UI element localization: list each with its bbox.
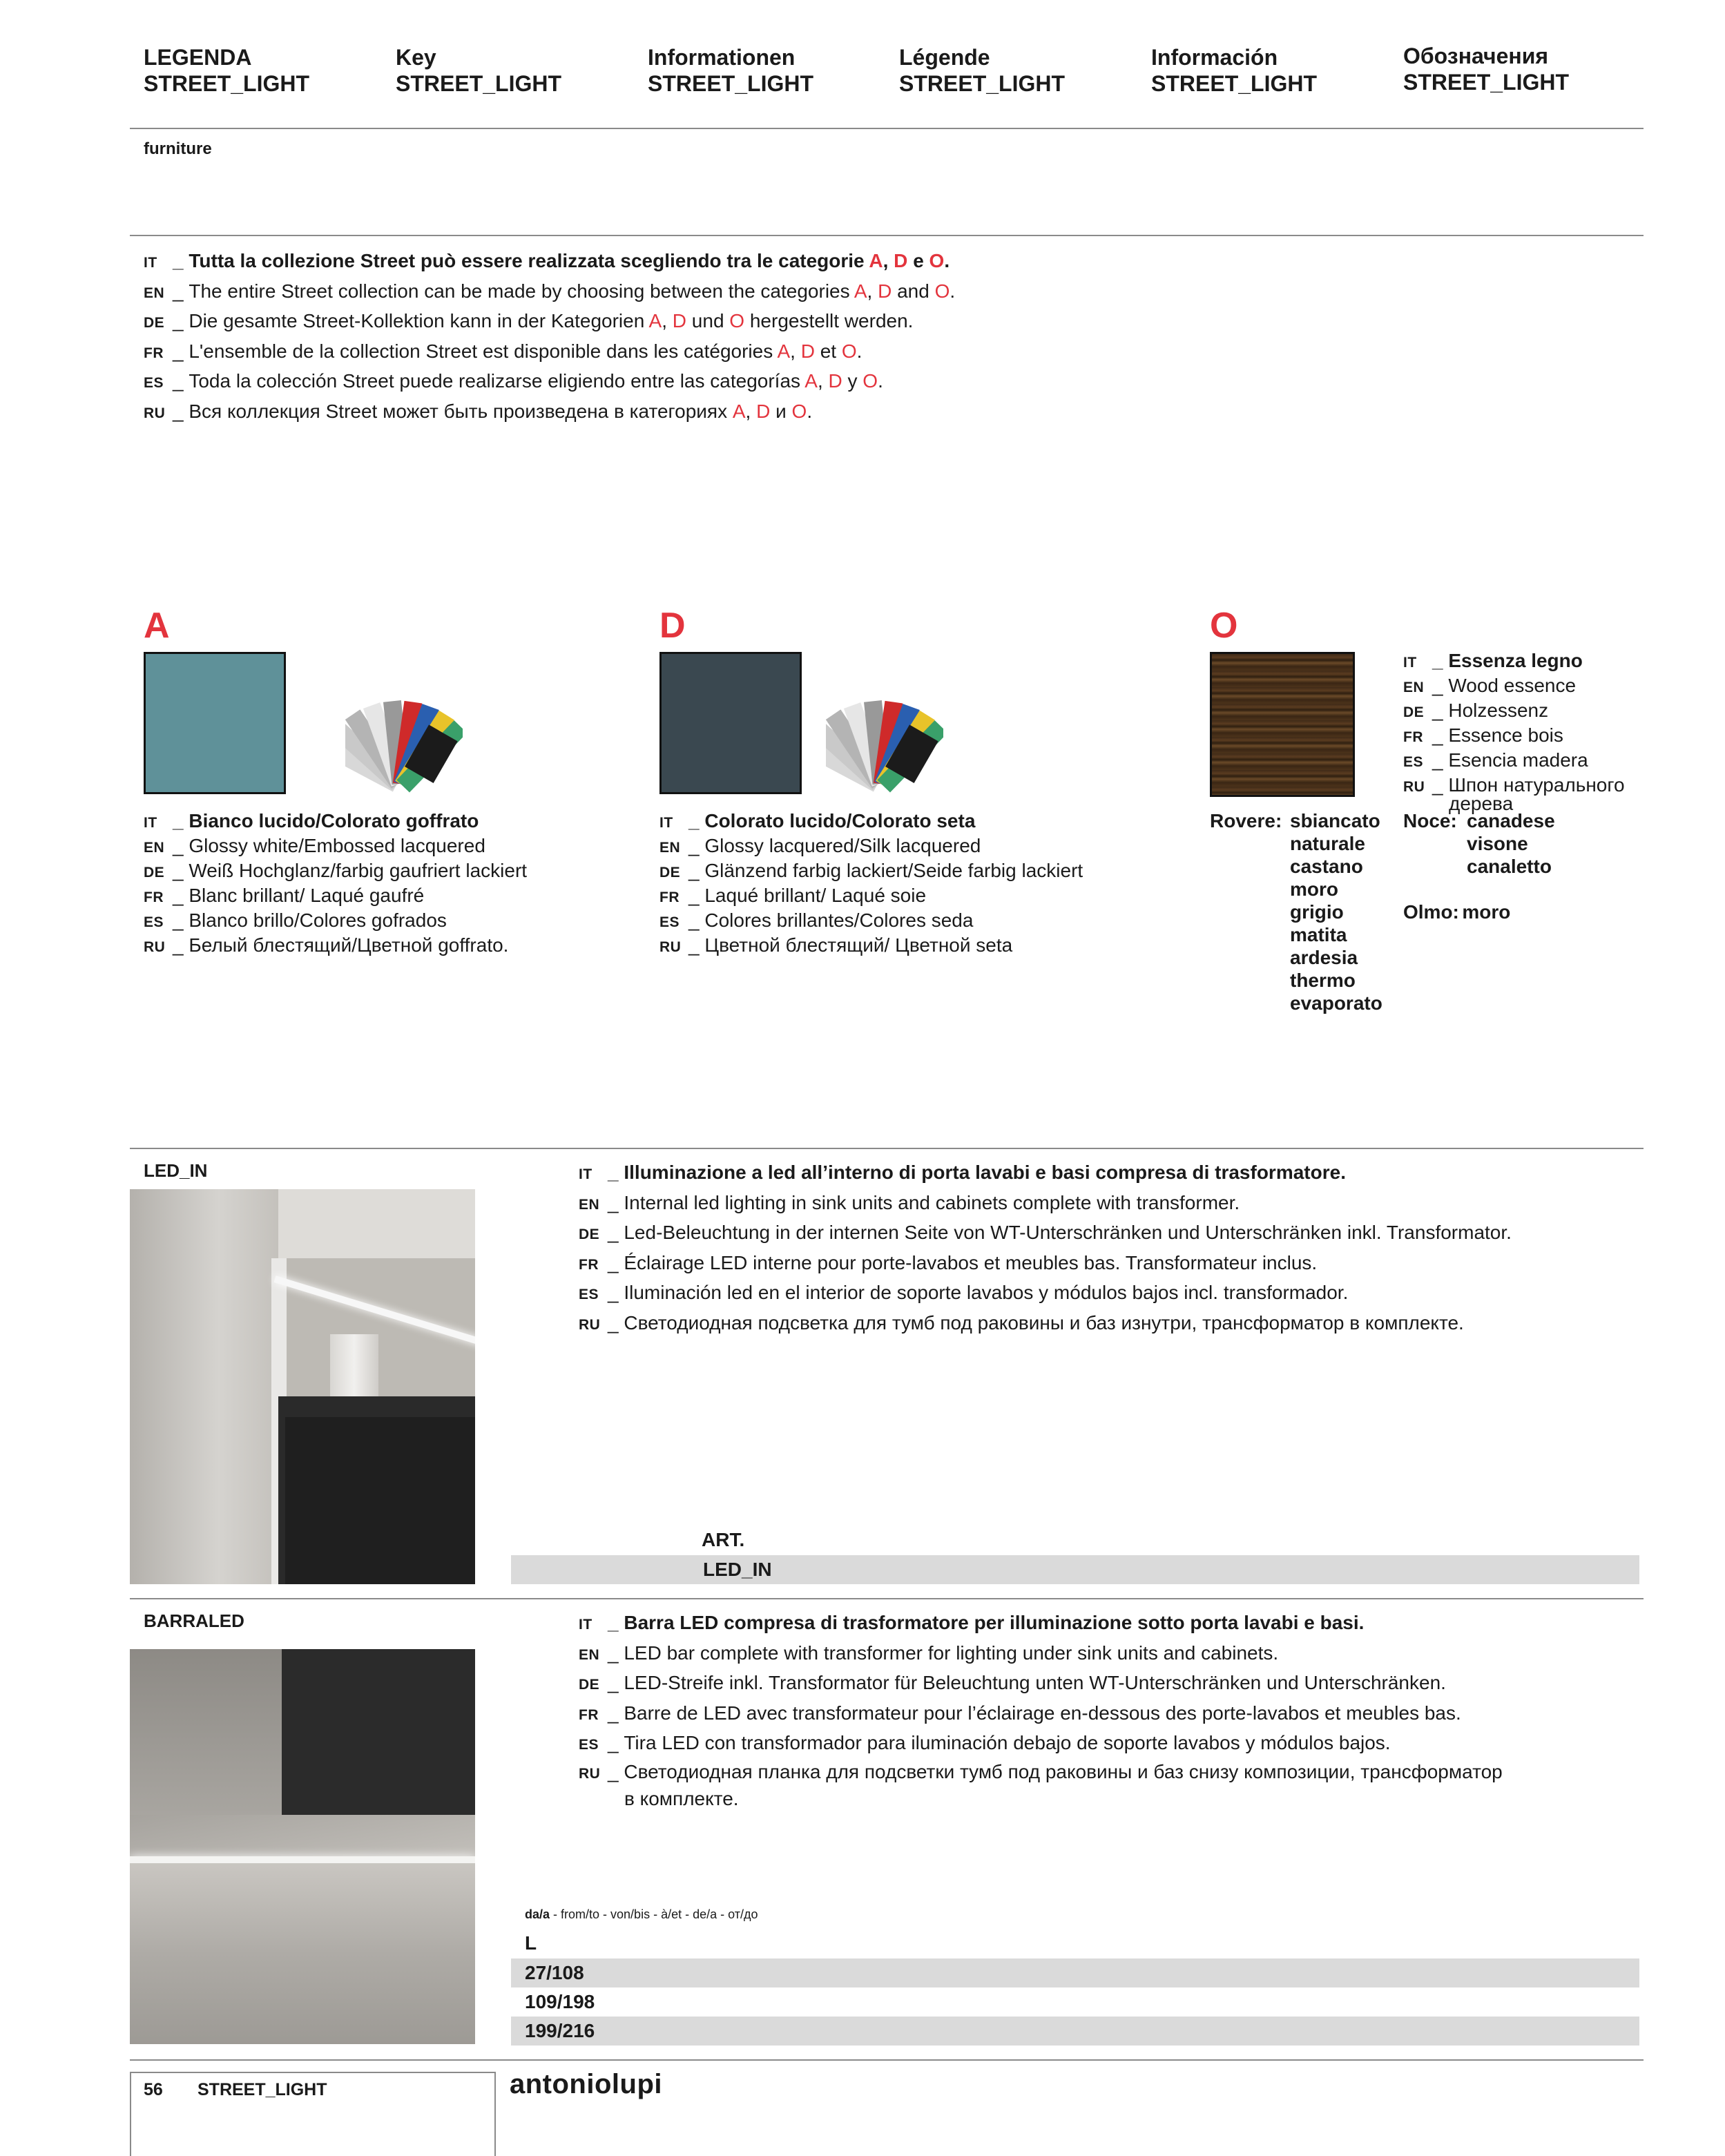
barraled-table-row-3 bbox=[511, 2017, 1639, 2046]
header-col-2-line1: Key bbox=[396, 45, 436, 70]
barraled-table-cell: 199/216 bbox=[525, 2020, 595, 2041]
header-col-5-line1: Información bbox=[1151, 45, 1278, 70]
rovere-value: moro bbox=[1290, 878, 1338, 900]
noce-label: Noce: bbox=[1403, 810, 1457, 831]
rovere-value: matita bbox=[1290, 924, 1347, 945]
barraled-title: BARRALED bbox=[144, 1610, 244, 1631]
rovere-value: ardesia bbox=[1290, 947, 1358, 968]
header-col-6 bbox=[1403, 43, 1569, 95]
header-col-1-line2: STREET_LIGHT bbox=[144, 71, 310, 96]
led-in-table-row bbox=[511, 1555, 1639, 1584]
barraled-description bbox=[579, 1609, 1503, 1811]
category-o-line-en: EN _ Wood essence bbox=[1403, 675, 1577, 696]
noce-value: visone bbox=[1467, 833, 1528, 854]
led-in-table-cell: LED_IN bbox=[703, 1559, 772, 1580]
header-col-6-line2: STREET_LIGHT bbox=[1403, 70, 1570, 95]
header-col-4 bbox=[899, 44, 1065, 97]
intro-line-de: DE _ Die gesamte Street-Kollektion kann in der Kategorien A, D und O hergestellt werden. bbox=[144, 310, 914, 331]
color-fan-icon bbox=[826, 684, 943, 801]
header-col-6-line1: Обозначения bbox=[1403, 44, 1549, 68]
footer-collection: STREET_LIGHT bbox=[197, 2080, 327, 2099]
header-col-5 bbox=[1151, 44, 1317, 97]
led-in-title: LED_IN bbox=[144, 1160, 208, 1181]
rovere-value: naturale bbox=[1290, 833, 1365, 854]
led-in-table-header: ART. bbox=[702, 1529, 745, 1550]
led-in-divider bbox=[130, 1148, 1644, 1149]
intro-line-es: ES _ Toda la colección Street puede realizarse eligiendo entre las categorías A, D y O. bbox=[144, 370, 883, 392]
rovere-value: grigio bbox=[1290, 901, 1344, 923]
intro-line-it: IT _ Tutta la collezione Street può essere realizzata scegliendo tra le categorie A, D e O. bbox=[144, 250, 950, 271]
category-d-line-de: DE _ Glänzend farbig lackiert/Seide farbig lackiert bbox=[659, 860, 1083, 881]
rovere-value: thermo bbox=[1290, 970, 1356, 991]
led-in-line-it: IT _ Illuminazione a led all’interno di porta lavabi e basi compresa di trasformatore. bbox=[579, 1162, 1346, 1183]
header-col-1 bbox=[144, 44, 309, 97]
category-a-letter: A bbox=[144, 606, 170, 646]
header-col-1-line1: LEGENDA bbox=[144, 45, 252, 70]
barraled-line-ru: RU _ Светодиодная планка для подсветки тумб под раковины и баз снизу композиции, трансформатор bbox=[579, 1760, 1503, 1782]
category-d-line-en: EN _ Glossy lacquered/Silk lacquered bbox=[659, 835, 981, 856]
brand-logo: antoniolupi bbox=[510, 2069, 663, 2099]
rovere-value: sbiancato bbox=[1290, 810, 1380, 831]
led-in-photo bbox=[130, 1189, 475, 1584]
category-a-line-fr: FR _ Blanc brillant/ Laqué gaufré bbox=[144, 885, 425, 906]
intro-divider bbox=[130, 235, 1644, 236]
olmo-label: Olmo: bbox=[1403, 901, 1459, 923]
category-d-line-ru: RU _ Цветной блестящий/ Цветной seta bbox=[659, 934, 1013, 956]
barraled-line-en: EN _ LED bar complete with transformer for lighting under sink units and cabinets. bbox=[579, 1642, 1279, 1664]
barraled-divider bbox=[130, 1598, 1644, 1599]
led-in-line-es: ES _ Iluminación led en el interior de soporte lavabos y módulos bajos incl. transformador. bbox=[579, 1282, 1349, 1303]
led-in-line-en: EN _ Internal led lighting in sink units and cabinets complete with transformer. bbox=[579, 1191, 1240, 1213]
category-d-line-it: IT _ Colorato lucido/Colorato seta bbox=[659, 810, 976, 831]
category-o-line-fr: FR _ Essence bois bbox=[1403, 724, 1563, 746]
header-col-4-line1: Légende bbox=[899, 45, 990, 70]
led-in-line-de: DE _ Led-Beleuchtung in der internen Seite von WT-Unterschränken und Unterschränken inkl. Transformator. bbox=[579, 1222, 1512, 1243]
barraled-line-es: ES _ Tira LED con transformador para iluminación debajo de soporte lavabos y módulos bajos. bbox=[579, 1732, 1391, 1753]
header-col-4-line2: STREET_LIGHT bbox=[899, 71, 1066, 96]
page-number: 56 bbox=[144, 2080, 163, 2099]
led-in-description bbox=[579, 1159, 1512, 1339]
category-o-description bbox=[1403, 649, 1625, 814]
category-d-swatch bbox=[659, 652, 802, 794]
led-in-line-fr: FR _ Éclairage LED interne pour porte-lavabos et meubles bas. Transformateur inclus. bbox=[579, 1251, 1318, 1273]
header-col-3 bbox=[648, 44, 813, 97]
intro-line-ru: RU _ Вся коллекция Street может быть произведена в категориях A, D и O. bbox=[144, 400, 813, 422]
category-o-line-es: ES _ Esencia madera bbox=[1403, 749, 1588, 771]
barraled-line-it: IT _ Barra LED compresa di trasformatore per illuminazione sotto porta lavabi e basi. bbox=[579, 1612, 1365, 1633]
barraled-line-ru-cont: в комплекте. bbox=[624, 1787, 739, 1809]
noce-value: canadese bbox=[1467, 810, 1555, 831]
category-o-letter: O bbox=[1210, 606, 1238, 646]
category-d-description bbox=[659, 809, 1083, 959]
header-col-2 bbox=[396, 44, 561, 97]
barraled-table-row-1 bbox=[511, 1958, 1639, 1987]
section-label: furniture bbox=[144, 139, 212, 158]
intro-line-en: EN _ The entire Street collection can be made by choosing between the categories A, D and O. bbox=[144, 280, 956, 302]
barraled-table-cell: 27/108 bbox=[525, 1962, 584, 1983]
olmo-finishes bbox=[1403, 901, 1510, 923]
category-a-description bbox=[144, 809, 527, 959]
header-divider bbox=[130, 128, 1644, 129]
category-d-line-es: ES _ Colores brillantes/Colores seda bbox=[659, 909, 974, 931]
category-a-line-it: IT _ Bianco lucido/Colorato goffrato bbox=[144, 810, 479, 831]
header-col-2-line2: STREET_LIGHT bbox=[396, 71, 562, 96]
header-col-3-line2: STREET_LIGHT bbox=[648, 71, 814, 96]
category-a-line-es: ES _ Blanco brillo/Colores gofrados bbox=[144, 909, 447, 931]
header-col-3-line1: Informationen bbox=[648, 45, 796, 70]
barraled-line-de: DE _ LED-Streife inkl. Transformator für Beleuchtung unten WT-Unterschränken und Unterschränken. bbox=[579, 1672, 1446, 1693]
category-o-wood-swatch bbox=[1210, 652, 1355, 797]
category-o-line-it: IT _ Essenza legno bbox=[1403, 650, 1583, 671]
category-o-line-de: DE _ Holzessenz bbox=[1403, 700, 1549, 721]
rovere-value: castano bbox=[1290, 856, 1363, 877]
barraled-line-fr: FR _ Barre de LED avec transformateur pour l’éclairage en-dessous des porte-lavabos et meubles bas. bbox=[579, 1702, 1461, 1724]
header-col-5-line2: STREET_LIGHT bbox=[1151, 71, 1318, 96]
intro-line-fr: FR _ L'ensemble de la collection Street est disponible dans les catégories A, D et O. bbox=[144, 340, 862, 362]
rovere-value: evaporato bbox=[1290, 992, 1382, 1014]
category-a-line-de: DE _ Weiß Hochglanz/farbig gaufriert lackiert bbox=[144, 860, 528, 881]
intro-block bbox=[144, 247, 955, 427]
category-d-letter: D bbox=[659, 606, 686, 646]
footer-divider bbox=[130, 2059, 1644, 2061]
category-d-line-fr: FR _ Laqué brillant/ Laqué soie bbox=[659, 885, 927, 906]
barraled-table-cell: 109/198 bbox=[525, 1991, 595, 2012]
led-in-line-ru: RU _ Светодиодная подсветка для тумб под раковины и баз изнутри, трансформатор в комплекте. bbox=[579, 1311, 1464, 1334]
category-o-line-ru: RU _ Шпон натурального bbox=[1403, 774, 1625, 796]
barraled-table-header: L bbox=[525, 1932, 537, 1954]
olmo-value: moro bbox=[1462, 901, 1511, 923]
range-label: da/a - from/to - von/bis - à/et - de/a - от/до bbox=[525, 1907, 758, 1921]
category-a-line-ru: RU _ Белый блестящий/Цветной goffrato. bbox=[144, 934, 509, 956]
category-a-line-en: EN _ Glossy white/Embossed lacquered bbox=[144, 835, 485, 856]
color-fan-icon bbox=[345, 684, 463, 801]
noce-value: canaletto bbox=[1467, 856, 1552, 877]
rovere-label: Rovere: bbox=[1210, 810, 1282, 831]
barraled-photo bbox=[130, 1649, 475, 2044]
category-o-line-ru-cont: дерева bbox=[1449, 793, 1514, 814]
category-a-swatch bbox=[144, 652, 286, 794]
